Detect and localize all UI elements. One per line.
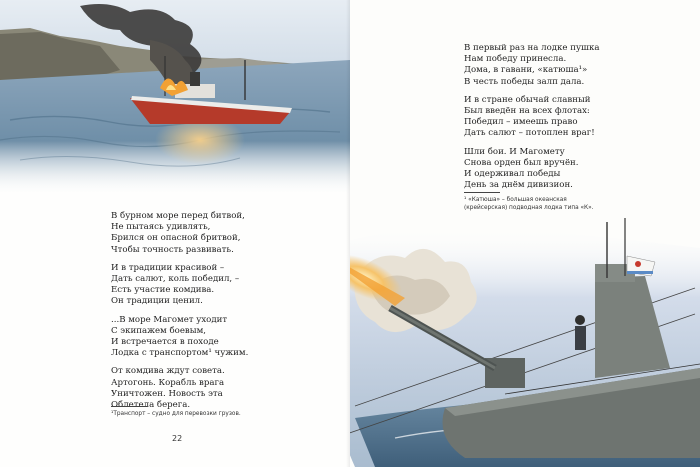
left-poem <box>111 211 248 418</box>
poem-line: В первый раз на лодке пушка <box>464 43 600 53</box>
left-stanza-1 <box>111 211 248 256</box>
page-number: 22 <box>172 434 183 443</box>
poem-line: С экипажем боевым, <box>111 325 207 336</box>
right-stanza-1 <box>464 43 600 88</box>
right-poem <box>464 43 600 198</box>
left-footnote: ¹Транспорт – судно для перевозки грузов. <box>111 411 241 417</box>
right-stanza-3 <box>464 147 600 192</box>
poem-line: От комдива ждут совета. <box>111 366 225 377</box>
poem-line: Шли бои. И Магомету <box>464 146 565 157</box>
footnote-line: ¹ «Катюша» – большая океанская <box>464 197 567 203</box>
right-footnote-rule <box>464 192 500 193</box>
burning-ship-illustration <box>0 0 350 195</box>
poem-line: И в стране обычай славный <box>464 94 591 105</box>
poem-line: Артогонь. Корабль врага <box>111 377 225 388</box>
poem-line: Дома, в гавани, «катюша¹» <box>464 65 588 76</box>
poem-line: Нам победу принесла. <box>464 54 567 65</box>
right-footnote <box>464 196 594 212</box>
poem-line: Уничтожен. Новость эта <box>111 388 223 399</box>
poem-line: Снова орден был вручён. <box>464 157 579 168</box>
left-stanza-4 <box>111 366 248 411</box>
poem-line: Не пытаясь удивлять, <box>111 222 211 233</box>
poem-line: В честь победы залп дала. <box>464 76 585 87</box>
left-stanza-2 <box>111 263 248 308</box>
poem-line: И в традиции красивой – <box>111 262 225 273</box>
poem-line: Дать салют – потоплен враг! <box>464 128 595 139</box>
poem-line: В бурном море перед битвой, <box>111 211 245 221</box>
poem-line: Облетела берега. <box>111 400 191 411</box>
poem-line: Чтобы точность развивать. <box>111 244 234 255</box>
poem-line: Лодка с транспортом¹ чужим. <box>111 348 249 359</box>
poem-line: Он традиции ценил. <box>111 296 203 307</box>
poem-line: Есть участие комдива. <box>111 285 215 296</box>
poem-line: День за днём дивизион. <box>464 180 573 191</box>
footnote-line: (крейсерская) подводная лодка типа «К». <box>464 205 594 211</box>
poem-line: И одерживал победы <box>464 169 561 180</box>
left-footnote-rule <box>111 406 147 407</box>
poem-line: Брился он опасной бритвой, <box>111 233 241 244</box>
right-stanza-2 <box>464 95 600 140</box>
poem-line: Был введён на всех флотах: <box>464 106 590 117</box>
poem-line: И встречается в походе <box>111 337 219 348</box>
left-stanza-3 <box>111 315 248 360</box>
poem-line: ...В море Магомет уходит <box>111 314 228 325</box>
poem-line: Дать салют, коль победил, – <box>111 274 240 285</box>
poem-line: Победил – имеешь право <box>464 117 578 128</box>
right-page <box>350 0 700 467</box>
submarine-illustration <box>350 218 700 467</box>
